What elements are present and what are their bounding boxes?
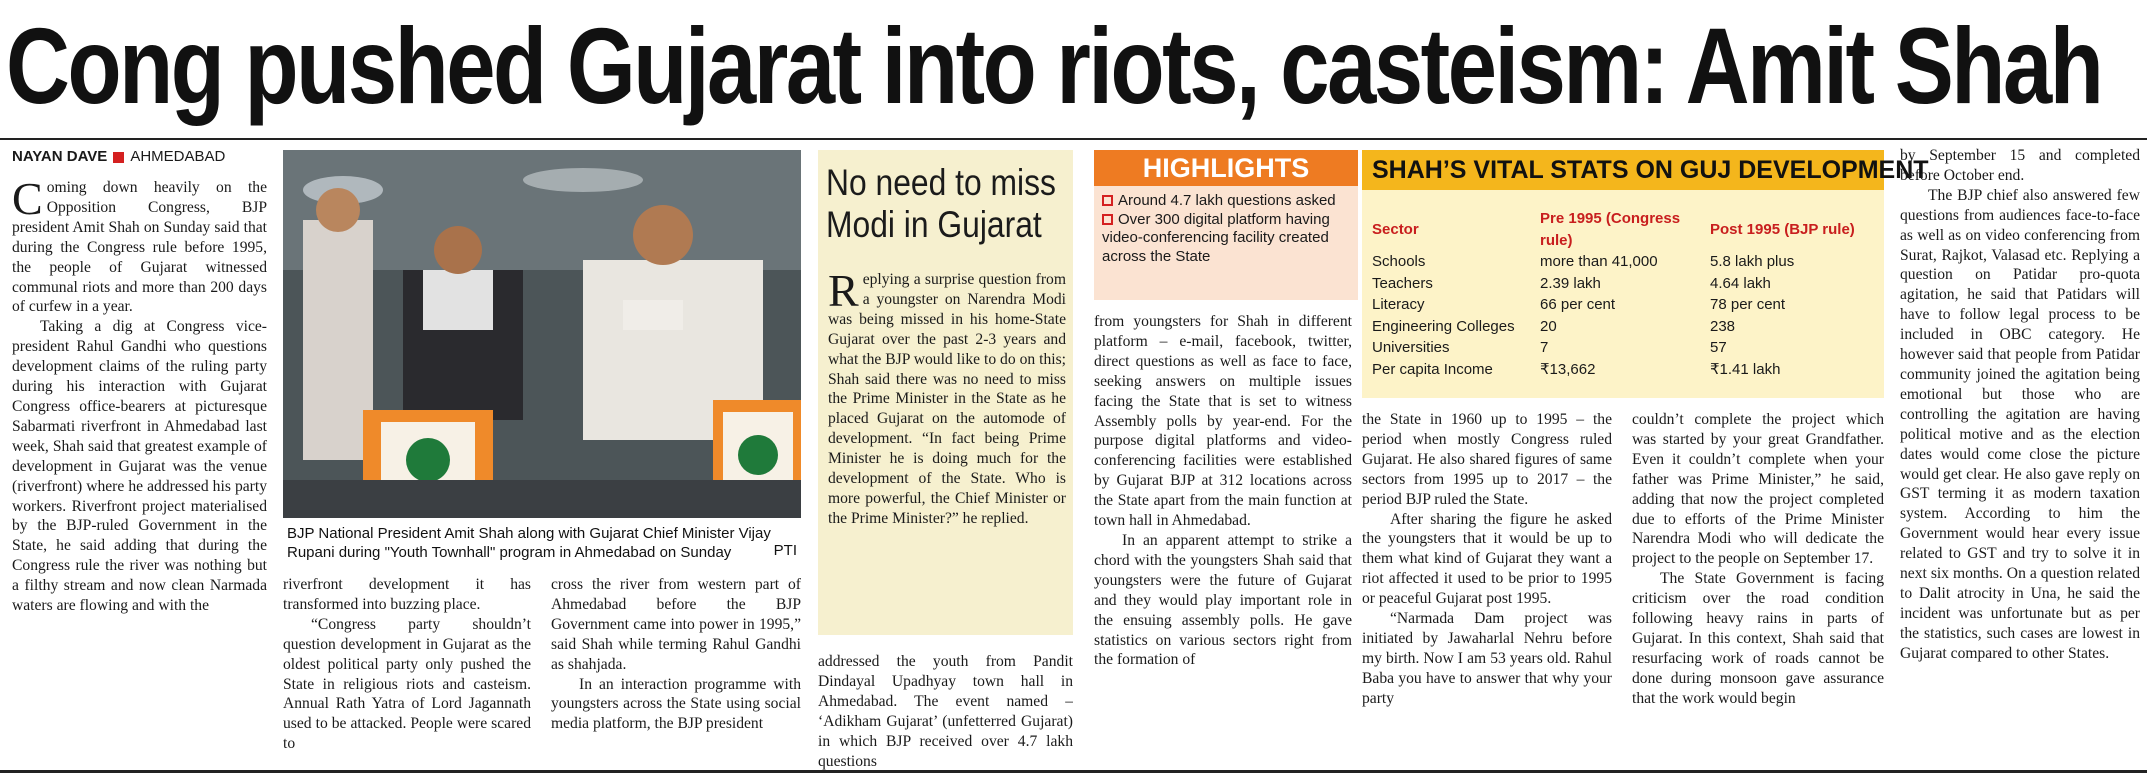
article-paragraph: addressed the youth from Pandit Dindayal Upadhyay town hall in Ahmedabad. The event named – ‘Adikham Gujarat’ (unfetterred Gujarat) in which BJP received over 4.7 lakh questions xyxy=(818,653,1073,770)
stats-box xyxy=(1362,150,1929,398)
article-paragraph: couldn’t complete the project which was started by your great Grandfather. Even it couldn’t complete when your father was Prime Minister,” he said, adding that now the project completed due to efforts of the Prime Minister Narendra Modi who will dedicate the project to the people on September 17. xyxy=(1632,411,1884,568)
article-paragraph: by September 15 and completed before October end. xyxy=(1900,147,2140,184)
article-column-4 xyxy=(818,652,1073,770)
article-paragraph: Coming down heavily on the Opposition Congress, BJP president Amit Shah on Sunday said that during the Congress rule before 1995, the people of Gujarat witnessed communal riots and more than 200 days of curfew in a year. xyxy=(12,178,267,316)
top-rule xyxy=(0,138,2147,140)
stats-header-cell: Post 1995 (BJP rule) xyxy=(1710,220,1855,238)
photo-caption xyxy=(283,518,801,566)
highlight-item: Over 300 digital platform having video-conferencing facility created across the State xyxy=(1102,210,1330,265)
table-row: Literacy 66 per cent 78 per cent xyxy=(1372,296,1786,313)
byline xyxy=(12,146,225,168)
highlights-list xyxy=(1102,192,1352,266)
article-paragraph: In an apparent attempt to strike a chord with the youngsters Shah said that youngsters were the future of Gujarat and they would play important role in the ensuing assembly polls. He gave statistics on various sectors right from the formation of xyxy=(1094,531,1352,669)
highlight-item: Around 4.7 lakh questions asked xyxy=(1102,192,1352,211)
table-row: Teachers 2.39 lakh 4.64 lakh xyxy=(1372,274,1771,292)
drop-cap: C xyxy=(12,178,43,224)
stats-title: SHAH’S VITAL STATS ON GUJ DEVELOPMENT xyxy=(1362,150,1884,190)
article-paragraph: the State in 1960 up to 1995 – the period when mostly Congress ruled Gujarat. He also shared figures of same sectors from 1995 up to 2017 – the period BJP ruled the State. xyxy=(1362,411,1612,508)
table-row: Engineering Colleges 20 238 xyxy=(1372,317,1736,335)
article-paragraph: The State Government is facing criticism over the road condition following heavy rains in parts of Gujarat. In this context, Shah said that resurfacing work of roads cannot be done during monsoon gave assurance that the work would begin xyxy=(1632,570,1884,707)
stats-header-row xyxy=(1372,208,1877,251)
table-row: Universities 7 57 xyxy=(1372,339,1727,356)
stats-header-cell: Sector xyxy=(1372,220,1419,238)
article-column-5 xyxy=(1094,312,1352,770)
drop-cap: R xyxy=(828,270,859,316)
article-column-3 xyxy=(551,575,801,770)
bottom-rule xyxy=(0,770,2147,773)
article-column-6 xyxy=(1362,410,1612,770)
photo-credit: PTI xyxy=(773,542,797,559)
byline-author: NAYAN DAVE xyxy=(12,148,108,165)
headline: Cong pushed Gujarat into riots, casteism: Amit Shah xyxy=(6,5,2102,126)
table-row: Per capita Income ₹13,662 ₹1.41 lakh xyxy=(1372,360,1781,378)
table-row: Schools more than 41,000 5.8 lakh plus xyxy=(1372,253,1795,270)
highlights-title: HIGHLIGHTS xyxy=(1094,150,1358,186)
article-column-8 xyxy=(1900,146,2140,770)
article-paragraph: from youngsters for Shah in different platform – e-mail, facebook, twitter, direct questions as well as face to face, seeking answers on multiple issues facing the State that is set to witness Assembly polls by year-end. For the purpose digital platforms and video-conferencing facilities were established by Gujarat BJP at 312 locations across the State apart from the main function at town hall in Ahmedabad. xyxy=(1094,313,1352,530)
article-column-2 xyxy=(283,575,531,770)
article-column-7 xyxy=(1632,410,1884,770)
byline-square-icon xyxy=(113,152,124,163)
article-paragraph: cross the river from western part of Ahmedabad before the BJP Government came into power in 1995,” said Shah while terming Rahul Gandhi as shahjada. xyxy=(551,576,801,673)
article-paragraph: In an interaction programme with youngsters across the State using social media platform, the BJP president xyxy=(551,675,801,733)
article-paragraph: Taking a dig at Congress vice-president Rahul Gandhi who questions development claims of the ruling party during his interaction with Gujarat Congress office-bearers at picturesque Sabarmati riverfront in Ahmedabad last week, Shah said that greatest example of development in Gujarat was the venue (riverfront) where he addressed his party workers. Riverfront project materialised by the BJP-ruled Government in the State, he said adding that during the Congress rule the river was nothing but a filthy stream and now clean Narmada waters are flowing and with the xyxy=(12,318,267,615)
byline-location: AHMEDABAD xyxy=(130,148,226,165)
checkbox-bullet-icon xyxy=(1102,195,1113,206)
stats-header-cell: Pre 1995 (Congress rule) xyxy=(1540,210,1681,249)
photo-caption-text: BJP National President Amit Shah along with Gujarat Chief Minister Vijay Rupani during "Youth Townhall" program in Ahmedabad on Sunday xyxy=(287,525,771,561)
news-photo xyxy=(283,150,801,518)
article-paragraph: The BJP chief also answered few questions from audiences face-to-face as well as on video conferencing from Surat, Rajkot, Valasad etc. Replying a question on Patidar pro-quota agitation, he said that Patidars will have to follow legal process to be included in OBC category. He however said that people from Patidar community joined the agitation being emotional but those who are controlling the agitation are having political motive and as the election dates would come close the picture would get clear. He also gave reply on GST terming it as modern taxation system. According to him the Government would hear every issue related to GST and try to solve it in next six months. On a question related to Dalit atrocity in Una, he said the incident was unfortunate but as per the statistics, such cases are lowest in Gujarat compared to other States. xyxy=(1900,186,2140,662)
sidebar-box xyxy=(818,150,1073,635)
checkbox-bullet-icon xyxy=(1102,214,1113,225)
highlights-box xyxy=(1094,150,1358,300)
sidebar-title: No need to miss Modi in Gujarat xyxy=(826,162,1056,245)
article-paragraph: riverfront development it has transformed into buzzing place. xyxy=(283,576,531,613)
article-paragraph: After sharing the figure he asked the youngsters that it would be up to them what kind of Gujarat they want a riot affected it used to be prior to 1995 or peaceful Gujarat post 1995. xyxy=(1362,510,1612,608)
sidebar-body: Replying a surprise question from a youngster on Narendra Modi was being missed in his home-State Gujarat over the past 2-3 years and what the BJP would like to do on this; Shah said there was no need to miss the Prime Minister in the State as he placed Gujarat on the automode of development. “In fact being Prime Minister he is doing much for the development of the State. Who is more powerful, the Chief Minister or the Prime Minister?” he replied. xyxy=(828,270,1066,527)
article-paragraph: “Congress party shouldn’t question development in Gujarat as the oldest political party only pushed the State in religious riots and casteism. Annual Rath Yatra of Lord Jagannath used to be attacked. People were scared to xyxy=(283,615,531,753)
stats-table xyxy=(1372,208,1877,380)
article-column-1 xyxy=(12,178,267,770)
photo-illustration xyxy=(283,150,801,518)
article-paragraph: “Narmada Dam project was initiated by Jawaharlal Nehru before my birth. Now I am 53 years old. Rahul Baba you have to answer that why your party xyxy=(1362,610,1612,707)
